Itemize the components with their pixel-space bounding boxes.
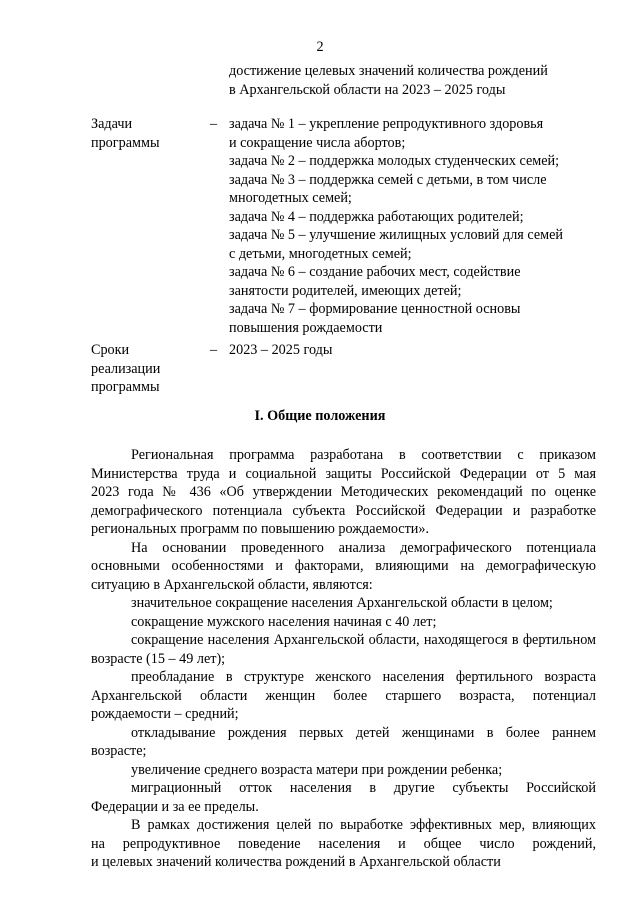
paragraph-line: увеличение среднего возраста матери при рождении ребенка; bbox=[131, 761, 503, 778]
paragraph-line: региональных программ по повышению рождаемости». bbox=[91, 521, 430, 537]
paragraph-line: и целевых значений количества рождений в Архангельской области bbox=[91, 854, 501, 870]
tasks-dash: – bbox=[210, 116, 218, 132]
paragraph-line: Федерации и за ее пределы. bbox=[91, 798, 259, 815]
section-heading: I. Общие положения bbox=[254, 408, 386, 424]
paragraph-line: откладывание рождения первых детей женщинами в более раннем bbox=[131, 724, 596, 741]
body-text bbox=[91, 446, 596, 872]
paragraph bbox=[91, 724, 596, 761]
label-line: Сроки bbox=[91, 342, 130, 358]
paragraph bbox=[91, 594, 596, 613]
paragraph-line: сокращение населения Архангельской области, находящегося в фертильном bbox=[131, 632, 596, 648]
paragraph bbox=[91, 761, 596, 780]
paragraph-line: В рамках достижения целей по выработке эффективных мер, влияющих bbox=[131, 817, 596, 833]
task-line: и сокращение числа абортов; bbox=[229, 134, 406, 151]
task-line: многодетных семей; bbox=[229, 190, 352, 206]
paragraph-line: 2023 года № 436 «Об утверждении Методических рекомендаций по оценке bbox=[91, 484, 596, 500]
text-line: достижение целевых значений количества рождений bbox=[229, 63, 548, 79]
paragraph-line: Региональная программа разработана в соответствии с приказом bbox=[131, 447, 596, 463]
paragraph-line: демографического потенциала субъекта Российской Федерации и разработке bbox=[91, 502, 596, 519]
paragraph-line: рождаемости – средний; bbox=[91, 706, 239, 722]
paragraph bbox=[91, 668, 596, 724]
paragraph-line: миграционный отток населения в другие субъекты Российской bbox=[131, 780, 596, 796]
paragraph-line: основными особенностями и факторами, влияющими на демографическую bbox=[91, 558, 596, 574]
paragraph-line: значительное сокращение населения Архангельской области в целом; bbox=[131, 595, 553, 611]
paragraph-line: на репродуктивное поведение населения и общее число рождений, bbox=[91, 835, 596, 852]
terms-value: 2023 – 2025 годы bbox=[229, 342, 333, 358]
paragraph-line: На основании проведенного анализа демографического потенциала bbox=[131, 539, 596, 556]
paragraph bbox=[91, 779, 596, 816]
label-line: Задачи bbox=[91, 116, 133, 132]
page-number: 2 bbox=[316, 39, 324, 55]
label-line: реализации bbox=[91, 360, 161, 377]
task-line: с детьми, многодетных семей; bbox=[229, 245, 412, 262]
goal-tail-text bbox=[229, 62, 548, 99]
paragraph-line: преобладание в структуре женского населения фертильного возраста bbox=[131, 669, 596, 685]
task-line: задача № 1 – укрепление репродуктивного здоровья bbox=[229, 116, 544, 132]
task-line: задача № 4 – поддержка работающих родителей; bbox=[229, 208, 524, 225]
paragraph-line: возрасте (15 – 49 лет); bbox=[91, 650, 226, 667]
task-line: задача № 7 – формирование ценностной основы bbox=[229, 301, 521, 317]
paragraph bbox=[91, 631, 596, 668]
tasks-list bbox=[229, 115, 563, 337]
task-line: задача № 2 – поддержка молодых студенческих семей; bbox=[229, 153, 560, 169]
paragraph-line: ситуацию в Архангельской области, являются: bbox=[91, 576, 373, 593]
paragraph bbox=[91, 613, 596, 632]
task-line: задача № 5 – улучшение жилищных условий для семей bbox=[229, 227, 563, 243]
task-line: занятости родителей, имеющих детей; bbox=[229, 282, 462, 299]
label-line: программы bbox=[91, 379, 160, 395]
paragraph-line: сокращение мужского населения начиная с 40 лет; bbox=[131, 613, 437, 630]
terms-dash: – bbox=[210, 342, 218, 358]
label-line: программы bbox=[91, 134, 160, 151]
terms-label bbox=[91, 341, 160, 397]
paragraph bbox=[91, 446, 596, 539]
task-line: повышения рождаемости bbox=[229, 319, 383, 336]
paragraph bbox=[91, 539, 596, 595]
task-line: задача № 3 – поддержка семей с детьми, в том числе bbox=[229, 171, 547, 188]
paragraph-line: Министерства труда и социальной защиты Российской Федерации от 5 мая bbox=[91, 465, 596, 482]
paragraph bbox=[91, 816, 596, 872]
text-line: в Архангельской области на 2023 – 2025 годы bbox=[229, 81, 506, 98]
paragraph-line: Архангельской области женщин более старшего возраста, потенциал bbox=[91, 687, 596, 704]
paragraph-line: возрасте; bbox=[91, 743, 147, 759]
task-line: задача № 6 – создание рабочих мест, содействие bbox=[229, 264, 521, 280]
tasks-label bbox=[91, 115, 159, 152]
